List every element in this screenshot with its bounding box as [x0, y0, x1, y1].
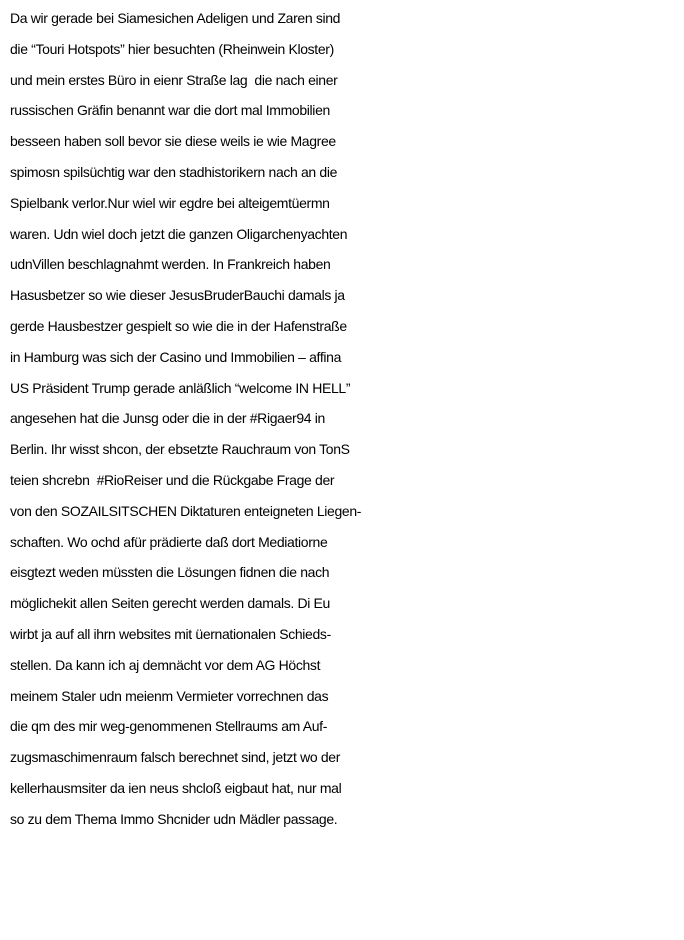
text-line: US Präsident Trump gerade anläßlich “welcome IN HELL” [10, 379, 351, 396]
text-line: schaften. Wo ochd afür prädierte daß dort Mediatiorne [10, 533, 328, 550]
text-line: in Hamburg was sich der Casino und Immobilien – affina [10, 348, 342, 365]
text-line: stellen. Da kann ich aj demnächt vor dem AG Höchst [10, 656, 321, 673]
text-line: Berlin. Ihr wisst shcon, der ebsetzte Rauchraum von TonS [10, 441, 350, 458]
body-text [10, 3, 680, 835]
text-line: Da wir gerade bei Siamesichen Adeligen und Zaren sind [10, 10, 341, 26]
text-line: die qm des mir weg-genommenen Stellraums am Auf- [10, 718, 328, 735]
text-line: von den SOZAILSITSCHEN Diktaturen enteigneten Liegen- [10, 502, 362, 519]
text-line: kellerhausmsiter da ien neus shcloß eigbaut hat, nur mal [10, 779, 342, 796]
text-line: udnVillen beschlagnahmt werden. In Frankreich haben [10, 256, 331, 273]
text-line: die “Touri Hotspots” hier besuchten (Rheinwein Kloster) [10, 40, 334, 57]
text-line: teien shcrebn #RioReiser und die Rückgabe Frage der [10, 471, 335, 488]
text-line: spimosn spilsüchtig war den stadhistorikern nach an die [10, 163, 338, 180]
text-line: so zu dem Thema Immo Shcnider udn Mädler passage. [10, 810, 338, 827]
text-line: eisgtezt weden müssten die Lösungen fidnen die nach [10, 564, 330, 581]
text-line: besseen haben soll bevor sie diese weils ie wie Magree [10, 133, 336, 150]
text-line: zugsmaschimenraum falsch berechnet sind, jetzt wo der [10, 749, 341, 766]
text-line: russischen Gräfin benannt war die dort mal Immobilien [10, 102, 330, 119]
text-line: angesehen hat die Junsg oder die in der #Rigaer94 in [10, 410, 325, 427]
text-line: Spielbank verlor.Nur wiel wir egdre bei alteigemtüermn [10, 194, 330, 211]
text-line: möglichekit allen Seiten gerecht werden damals. Di Eu [10, 595, 330, 612]
text-line: wirbt ja auf all ihrn websites mit üernationalen Schieds- [10, 625, 331, 642]
text-line: meinem Staler udn meienm Vermieter vorrechnen das [10, 687, 329, 704]
text-line: Hasusbetzer so wie dieser JesusBruderBauchi damals ja [10, 287, 345, 304]
text-line: gerde Hausbestzer gespielt so wie die in der Hafenstraße [10, 317, 347, 334]
text-line: waren. Udn wiel doch jetzt die ganzen Oligarchenyachten [10, 225, 348, 242]
text-line: und mein erstes Büro in eienr Straße lag die nach einer [10, 71, 338, 88]
